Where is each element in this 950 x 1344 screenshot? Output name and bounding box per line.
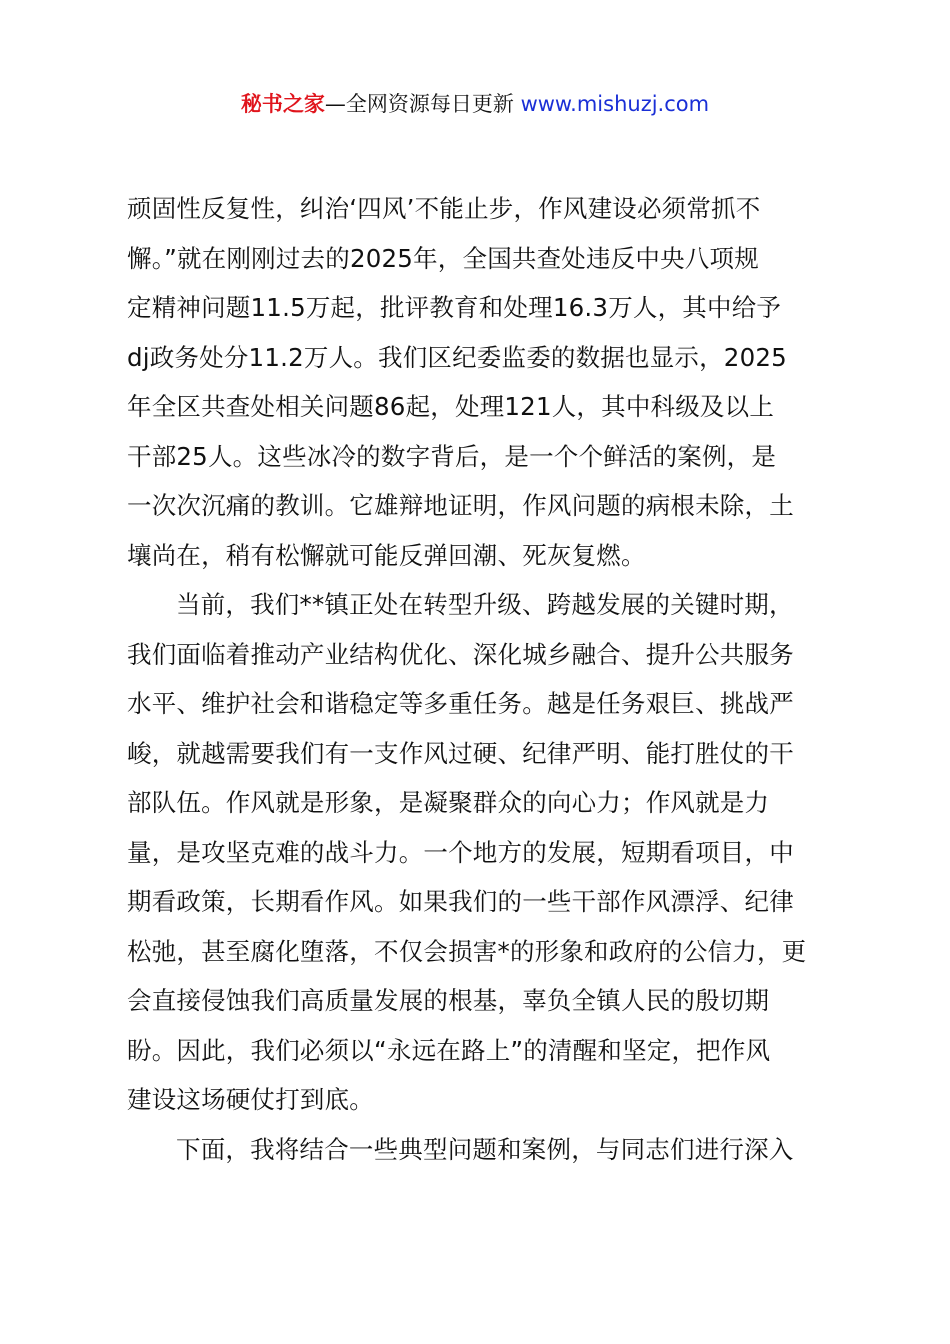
text-line: 建设这场硬仗打到底。: [127, 1085, 374, 1114]
text-line: 部队伍。作风就是形象，是凝聚群众的向心力；作风就是力: [127, 788, 770, 817]
document-body: [127, 184, 837, 1174]
page-header: [0, 89, 950, 119]
text-line: 当前，我们**镇正处在转型升级、跨越发展的关键时期，: [176, 590, 794, 619]
text-line: 懈。”就在刚刚过去的2025年，全国共查处违反中央八项规: [127, 243, 759, 273]
text-line: 盼。因此，我们必须以“永远在路上”的清醒和坚定，把作风: [127, 1035, 771, 1065]
header-tagline: —全网资源每日更新: [324, 92, 521, 116]
text-line: 水平、维护社会和谐稳定等多重任务。越是任务艰巨、挑战严: [127, 689, 794, 718]
paragraph-1: [127, 184, 837, 580]
text-line: 顽固性反复性，纠治‘四风’不能止步，作风建设必须常抓不: [127, 194, 761, 223]
text-line: 松弛，甚至腐化堕落，不仅会损害*的形象和政府的公信力，更: [127, 936, 807, 966]
text-line: 期看政策，长期看作风。如果我们的一些干部作风漂浮、纪律: [127, 887, 794, 916]
header-brand: 秘书之家: [240, 92, 325, 116]
text-line: dj政务处分11.2万人。我们区纪委监委的数据也显示，2025: [127, 342, 787, 372]
text-line: 一次次沉痛的教训。它雄辩地证明，作风问题的病根未除，土: [127, 491, 794, 520]
header-url-link[interactable]: www.mishuzj.com: [520, 92, 710, 116]
text-line: 年全区共查处相关问题86起，处理121人，其中科级及以上: [127, 392, 775, 421]
paragraph-2: [127, 580, 837, 1125]
text-line: 下面，我将结合一些典型问题和案例，与同志们进行深入: [176, 1134, 794, 1164]
text-line: 干部25人。这些冰冷的数字背后，是一个个鲜活的案例，是: [127, 441, 777, 471]
text-line: 定精神问题11.5万起，批评教育和处理16.3万人，其中给予: [127, 293, 782, 322]
text-line: 会直接侵蚀我们高质量发展的根基，辜负全镇人民的殷切期: [127, 986, 770, 1015]
text-line: 我们面临着推动产业结构优化、深化城乡融合、提升公共服务: [127, 639, 794, 669]
paragraph-3: [127, 1125, 837, 1175]
text-line: 壤尚在，稍有松懈就可能反弹回潮、死灰复燃。: [127, 540, 646, 570]
text-line: 峻，就越需要我们有一支作风过硬、纪律严明、能打胜仗的干: [127, 738, 794, 768]
text-line: 量，是攻坚克难的战斗力。一个地方的发展，短期看项目，中: [127, 837, 794, 867]
